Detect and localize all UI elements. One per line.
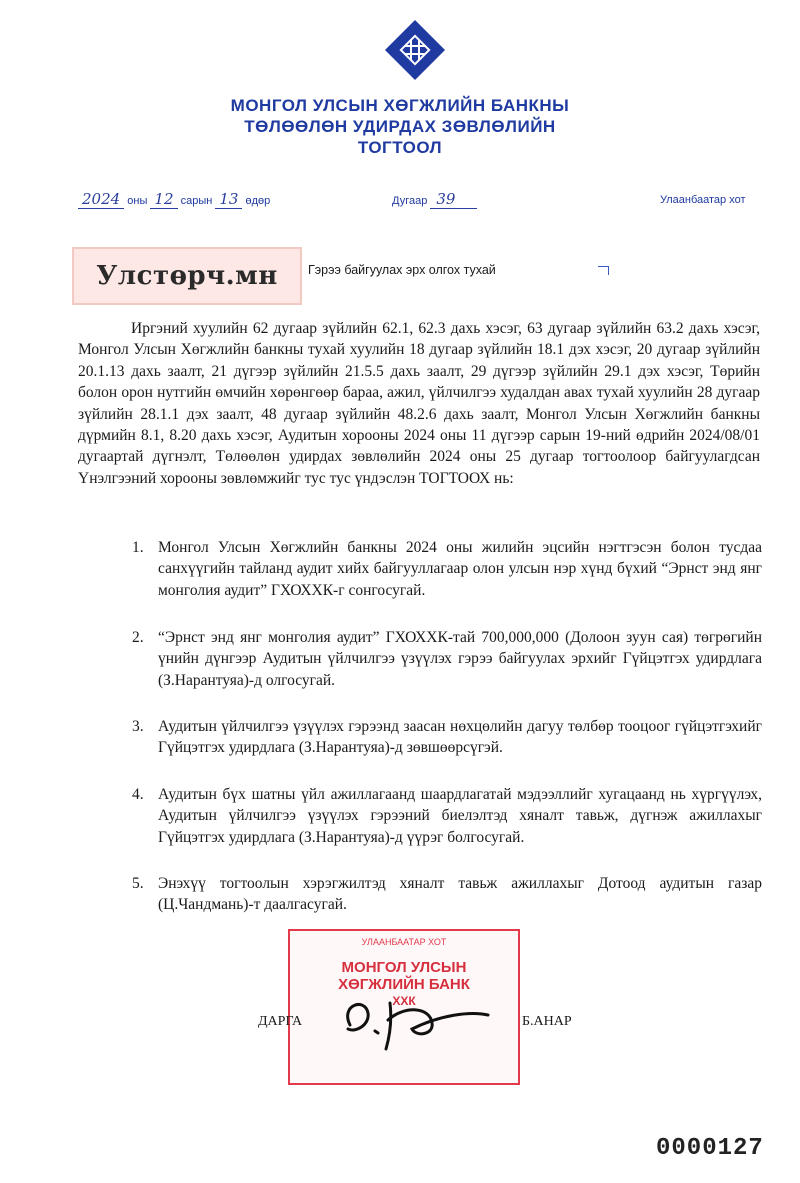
stamp-name-line-2: ХӨГЖЛИЙН БАНК	[338, 976, 470, 993]
list-item	[132, 537, 762, 601]
date-year-suffix: оны	[127, 195, 148, 207]
list-item	[132, 784, 762, 848]
watermark-logo	[72, 247, 302, 305]
list-item-number: 3.	[132, 718, 144, 735]
stamp-name-line-1: МОНГОЛ УЛСЫН	[341, 959, 467, 976]
header-line-3: ТОГТООЛ	[357, 138, 443, 157]
serial-number: 0000127	[656, 1135, 764, 1162]
preamble-paragraph: Иргэний хуулийн 62 дугаар зүйлийн 62.1, 62.3 дахь хэсэг, 63 дугаар зүйлийн 63.2 дахь хэсэг, Монгол Улсын Хөгжлийн банкны тухай хуулийн 18 дугаар зүйлийн 18.1 дэх хэсэг, 20 дугаар зүйлийн 20.1.13 дахь заалт, 21 дүгээр зүйлийн 21.5.5 дахь заалт, 29 дүгээр зүйлийн 29.1 дэх хэсэг, Төрийн болон орон нутгийн өмчийн хөрөнгөөр бараа, ажил, үйлчилгээ худалдан авах тухай хуулийн 28 дугаар зүйлийн 28.1.1 дэх заалт, 48 дугаар зүйлийн 48.2.6 дахь заалт, Монгол Улсын Хөгжлийн банкны дүрмийн 8.1, 8.20 дахь хэсэг, Аудитын хорооны 2024 оны 11 дүгээр сарын 19-ний өдрийн 2024/08/01 дугаартай дүгнэлт, Төлөөлөн удирдах зөвлөлийн 2024 оны 25 дугаар тогтоолоор байгуулагдсан Үнэлгээний хорооны зөвлөмжийг тус тус үндэслэн ТОГТООХ нь:	[78, 320, 760, 487]
list-item-number: 5.	[132, 875, 144, 892]
stamp-city: УЛААНБААТАР ХОТ	[361, 937, 447, 947]
date-day-suffix: өдөр	[245, 195, 271, 207]
date-month: 12	[150, 190, 177, 209]
header-line-1: МОНГОЛ УЛСЫН ХӨГЖЛИЙН БАНКНЫ	[230, 96, 570, 115]
number-label: Дугаар	[392, 195, 428, 207]
date-year: 2024	[78, 190, 124, 209]
list-item-text: Энэхүү тогтоолын хэрэгжилтэд хяналт тавьж ажиллахыг Дотоод аудитын газар (Ц.Чандмань)-т даалгасугай.	[158, 875, 762, 914]
number-value: 39	[430, 190, 477, 209]
date-day: 13	[215, 190, 242, 209]
endless-knot-diamond-logo	[383, 18, 447, 82]
date-month-suffix: сарын	[180, 195, 213, 207]
signatory-title: ДАРГА	[258, 1014, 303, 1029]
subject-corner-mark	[598, 266, 609, 275]
list-item	[132, 716, 762, 759]
list-item-number: 4.	[132, 786, 144, 803]
list-item-text: Аудитын бүх шатны үйл ажиллагаанд шаардлагатай мэдээллийг хугацаанд нь хүргүүлэх, Аудитын үйлчилгээ үзүүлэх гэрээний биелэлтэд хяналт тавьж, дүгнэж ажиллахыг Гүйцэтгэх удирдлага (З.Нарантуяа)-д үүрэг болгосугай.	[158, 786, 762, 846]
list-item-text: Аудитын үйлчилгээ үзүүлэх гэрээнд заасан нөхцөлийн дагуу төлбөр тооцоог гүйцэтгэхийг Гүйцэтгэх удирдлага (З.Нарантуяа)-д зөвшөөрсүгэй.	[158, 718, 762, 757]
signatory-name: Б.АНАР	[522, 1014, 572, 1029]
header-line-2: ТӨЛӨӨЛӨН УДИРДАХ ЗӨВЛӨЛИЙН	[244, 117, 556, 136]
watermark-text: Улстөрч.мн	[96, 261, 278, 291]
list-item-text: Монгол Улсын Хөгжлийн банкны 2024 оны жилийн эцсийн нэгтгэсэн болон тусдаа санхүүгийн тайланд аудит хийх байгууллагаар олон улсын нэр хүнд бүхий “Эрнст энд янг монголия аудит” ГХОХХК-г сонгосугай.	[158, 539, 762, 599]
date-line	[78, 190, 270, 208]
list-item-text: “Эрнст энд янг монголия аудит” ГХОХХК-тай 700,000,000 (Долоон зуун сая) төгрөгийн үнийн дүнгээр Аудитын үйлчилгээ үзүүлэх гэрээ байгуулах эрхийг Гүйцэтгэх удирдлага (З.Нарантуяа)-д олгосугай.	[158, 629, 762, 689]
list-item	[132, 627, 762, 691]
list-item-number: 2.	[132, 629, 144, 646]
list-item-number: 1.	[132, 539, 144, 556]
handwritten-signature	[320, 985, 520, 1055]
stamp-name-line-3: ХХК	[392, 994, 416, 1008]
city-label: Улаанбаатар хот	[660, 194, 746, 206]
document-number	[392, 190, 477, 208]
subject-title: Гэрээ байгуулах эрх олгох тухай	[308, 263, 496, 277]
list-item	[132, 873, 762, 916]
